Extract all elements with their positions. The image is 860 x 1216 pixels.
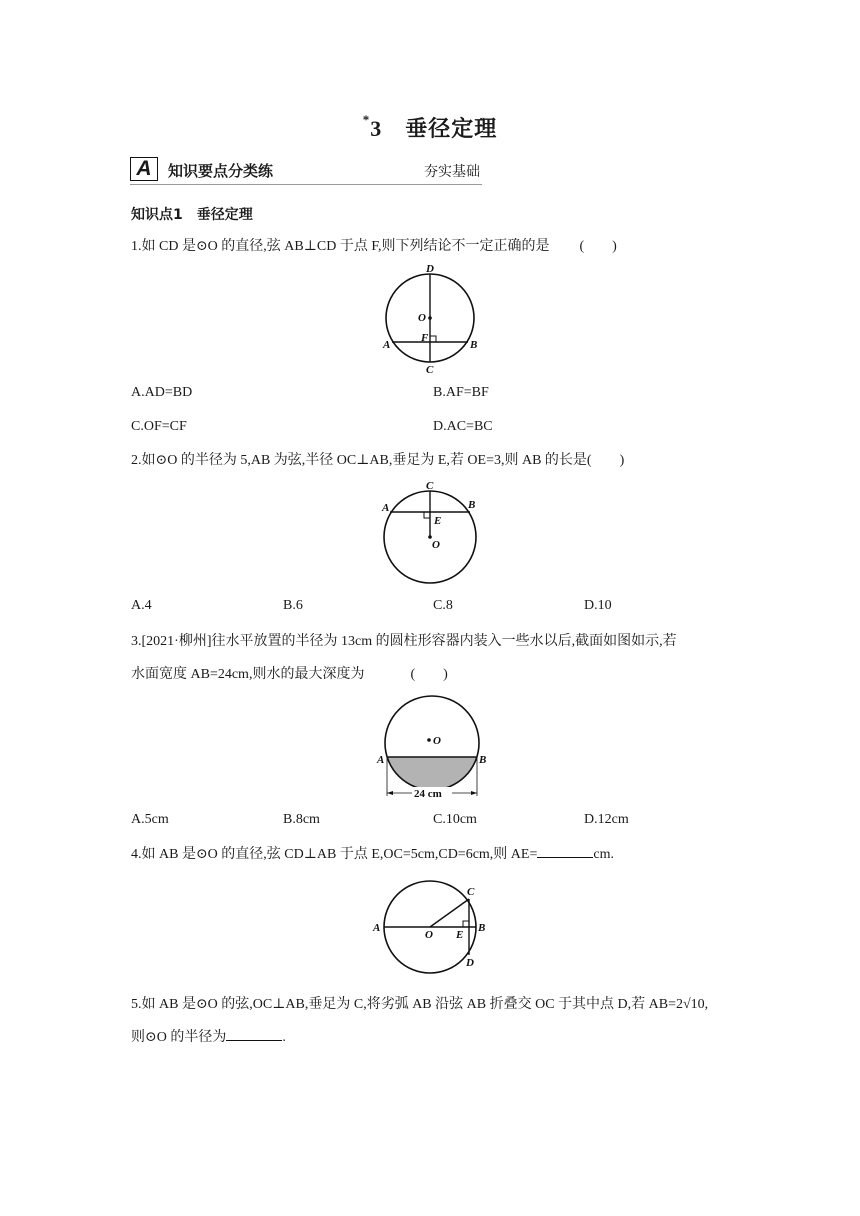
center-dot xyxy=(427,738,431,742)
question-2-text: 2.如⊙O 的半径为 5,AB 为弦,半径 OC⊥AB,垂足为 E,若 OE=3,则 AB 的长是( ) xyxy=(131,453,625,468)
label-a: A xyxy=(377,754,385,766)
question-3-line-1: 3.[2021·柳州]往水平放置的半径为 13cm 的圆柱形容器内装入一些水以后,截面如图如示,若 xyxy=(131,634,677,649)
label-e: E xyxy=(456,929,464,941)
label-b: B xyxy=(468,499,476,511)
label-a: A xyxy=(383,339,391,351)
right-angle-mark xyxy=(424,512,430,518)
label-c: C xyxy=(426,364,434,375)
section-divider xyxy=(130,184,482,185)
label-a: A xyxy=(373,922,381,934)
question-2-option-c[interactable]: C.8 xyxy=(433,598,453,613)
question-1-option-d[interactable]: D.AC=BC xyxy=(433,419,493,434)
section-number: 3 xyxy=(370,116,383,141)
question-5-line-1: 5.如 AB 是⊙O 的弦,OC⊥AB,垂足为 C,将劣弧 AB 沿弦 AB 折叠交 OC 于其中点 D,若 AB=2√10, xyxy=(131,997,709,1012)
center-dot xyxy=(428,316,432,320)
label-o: O xyxy=(433,735,441,747)
label-a: A xyxy=(382,502,390,514)
label-o: O xyxy=(418,312,426,324)
question-3-answer-paren: ( ) xyxy=(410,667,448,682)
question-1-figure xyxy=(378,260,483,375)
label-c: C xyxy=(467,886,475,898)
label-width: 24 cm xyxy=(414,788,442,800)
page-title xyxy=(0,112,860,143)
arrow-left xyxy=(387,791,393,795)
label-b: B xyxy=(479,754,487,766)
label-f: F xyxy=(421,332,429,344)
label-b: B xyxy=(478,922,486,934)
question-5-line-2 xyxy=(131,1028,286,1048)
question-4-text xyxy=(131,845,614,865)
section-letter-badge: A xyxy=(130,157,158,181)
question-3-option-d[interactable]: D.12cm xyxy=(584,812,629,827)
right-angle-mark xyxy=(463,921,469,927)
water-region xyxy=(387,757,477,790)
question-1-text xyxy=(131,237,617,257)
question-1-option-b[interactable]: B.AF=BF xyxy=(433,385,489,400)
question-1-option-a[interactable]: A.AD=BD xyxy=(131,385,193,400)
question-4-figure xyxy=(370,876,490,980)
optional-star: * xyxy=(362,111,371,127)
question-2-figure xyxy=(380,478,480,588)
section-tag: 夯实基础 xyxy=(424,164,480,180)
right-angle-mark xyxy=(430,336,436,342)
knowledge-point-heading: 知识点1 垂径定理 xyxy=(131,207,253,223)
arrow-right xyxy=(471,791,477,795)
label-d: D xyxy=(426,263,434,275)
question-2-option-b[interactable]: B.6 xyxy=(283,598,303,613)
label-e: E xyxy=(434,515,442,527)
label-c: C xyxy=(426,480,434,492)
question-3-option-c[interactable]: C.10cm xyxy=(433,812,477,827)
label-d: D xyxy=(466,957,474,969)
question-5-stem: 则⊙O 的半径为 xyxy=(131,1030,227,1045)
question-1-answer-paren: ( ) xyxy=(579,239,617,254)
answer-blank-q5[interactable] xyxy=(226,1028,282,1041)
answer-blank-q4[interactable] xyxy=(537,845,593,858)
question-4-unit: cm. xyxy=(593,847,614,862)
label-b: B xyxy=(470,339,478,351)
question-2-option-a[interactable]: A.4 xyxy=(131,598,152,613)
question-3-stem: 水面宽度 AB=24cm,则水的最大深度为 xyxy=(131,667,365,682)
question-5-end: . xyxy=(282,1030,286,1045)
title-text: 垂径定理 xyxy=(405,116,498,141)
question-3-line-2 xyxy=(131,665,448,685)
question-3-option-b[interactable]: B.8cm xyxy=(283,812,320,827)
question-3-option-a[interactable]: A.5cm xyxy=(131,812,169,827)
question-2-option-d[interactable]: D.10 xyxy=(584,598,612,613)
question-4-stem: 4.如 AB 是⊙O 的直径,弦 CD⊥AB 于点 E,OC=5cm,CD=6cm,则 AE= xyxy=(131,847,538,862)
label-o: O xyxy=(432,539,440,551)
question-1-stem: 1.如 CD 是⊙O 的直径,弦 AB⊥CD 于点 F,则下列结论不一定正确的是 xyxy=(131,239,550,254)
question-1-option-c[interactable]: C.OF=CF xyxy=(131,419,187,434)
label-o: O xyxy=(425,929,433,941)
section-header xyxy=(130,155,482,185)
question-3-figure xyxy=(372,690,492,802)
section-heading: 知识要点分类练 xyxy=(168,162,274,180)
